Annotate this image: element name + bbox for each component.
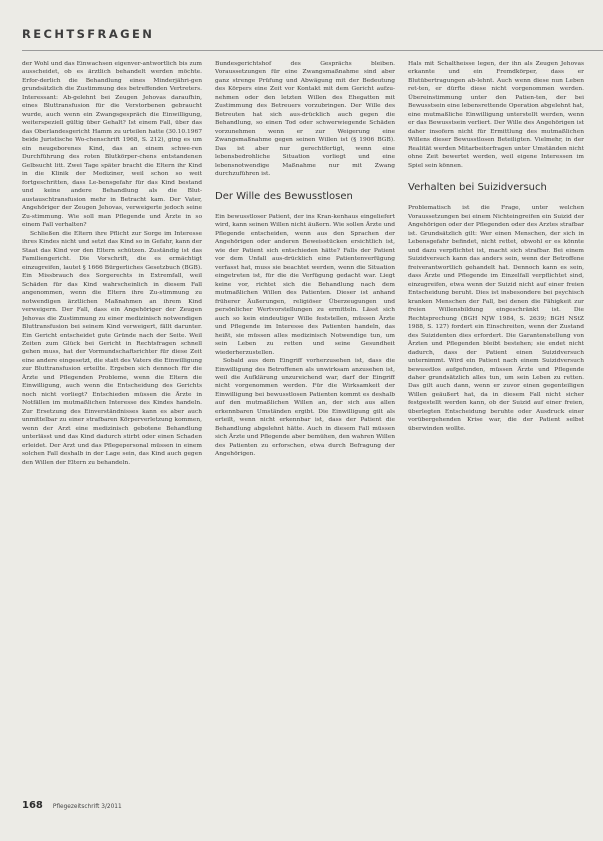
paragraph: Hals mit Schaltheisse legen, der ihn als Zeugen Jehovas erkannte und ein Fremdkörper, dass er Blutübertragungen ab-lehnt. Auch wenn diese nun Leben ret-ten, er dürfte diese nicht vorgenommen werden. Übereinstimmung unter den Patien-ten, der bei Bewusstsein eine lebensrettende Operation abgelehnt hat, eine mutmaßliche Einwilligung unterstellt werden, wenn er das Bewusstsein verliert. Der Wille des Angehörigen ist daher insofern nicht für Ermittlung des mutmaßlichen Willens dieser Bewusstlosen Beteiligten. Vielmehr, in der Realität werden Mitarbeiterfragen unter Umständen nicht ohne Zeit bewertet werden, weil eigene Interessen im Spiel sein können. bbox=[408, 61, 584, 169]
paragraph: Problematisch ist die Frage, unter welchen Voraussetzungen bei einem Nichteingreifen ein Suizid der Angehörigen oder der Pflegenden oder des Arztes strafbar ist. Grundsätzlich gilt: Wer einen Menschen, der sich in Lebensgefahr befindet, nicht rettet, obwohl er es könnte und dazu verpflichtet ist, macht sich strafbar. Bei einem Suizidversuch kann das anders sein, wenn der Betroffene freiverantwortlich gehandelt hat. Dennoch kann es sein, dass Ärzte und Pflegende im Einzelfall verpflichtet sind, einzugreifen, etwa wenn der Suizid nicht auf einer freien Entscheidung beruht. Dies ist insbesondere bei psychisch kranken Menschen der Fall, bei denen die Fähigkeit zur freien Willensbildung eingeschränkt ist. Die Rechtsprechung (BGH NJW 1984, S. 2639; BGH NStZ 1988, S. 127) fordert ein Einschreiten, wenn der Zustand des Suizidenten dies erfordert. Die Garantenstellung von Ärzten und Pflegenden bleibt bestehen; sie endet nicht dadurch, dass der Patient einen Suizidversuch unternimmt. Wird ein Patient nach einem Suizidversuch bewusstlos aufgefunden, müssen Ärzte und Pflegende daher grundsätzlich alles tun, um sein Leben zu retten. Das gilt auch dann, wenn er zuvor einen gegenteiligen Willen geäußert hat, da in diesem Fall nicht sicher festgestellt werden kann, ob der Suizid auf einer freien, überlegten Entscheidung beruhte oder Ausdruck einer vorübergehenden Krise war, die der Patient selbst überwinden wollte. bbox=[408, 205, 584, 432]
paragraph: der Wohl und das Einwachsen eigenver-antwortlich bis zum ausscheidet, ob es ärztlich behandelt werden möchte. Erfor-derlich die Behandlung eines Minderjähri-gen grundsätzlich die Zustimmung des betreffenden Vertreters. Interessant: Ab-gelehnt bei Zeugen Jehovas daraufhin, eines Bluttransfusion für die Verstorbenen gebraucht wurde, auch wenn ein Zwangsgespräch die Einwilligung, weiterspeziell gültig über Gehalt? Ist einem Fall, über das das Oberlandesgericht Hamm zu urteilen hatte (30.10.1967 beide Juristische Wo-chenschrift 1968, S. 212), ging es um ein neugeborenes Kind, das an einem schwe-ren Durchführung des roten Blutkörper-chens entstandenen Gelbsucht litt. Zwei Tage später bracht die Eltern ihr Kind in die Klinik der Mediziner, weil schon so weit fortgeschritten, dass Le-bensgefahr für das Kind bestand und keine andere Behandlung als die Blut-austauschtransfusion mehr in Betracht kam. Der Vater, Angehöriger der Zeugen Jehovas, verweigerte jedoch seine Zu-stimmung. Wie soll man Pflegende und Ärzte in so einem Fall verhalten? bbox=[22, 61, 202, 229]
paragraph: Sobald aus dem Eingriff vorherzusehen ist, dass die Einwilligung des Betroffenen als unwirksam anzusehen ist, weil die Aufklärung unzureichend war, darf der Eingriff nicht vorgenommen werden. Für die Wirksamkeit der Einwilligung bei bewusstlosen Patienten kommt es deshalb auf den mutmaßlichen Willen an, der sich aus allen erkennbaren Umständen ergibt. Die Einwilligung gilt als erteilt, wenn nicht erkennbar ist, dass der Patient die Behandlung abgelehnt hätte. Auch in diesem Fall müssen sich Ärzte und Pflegende aber bemühen, den wahren Willen des Patienten zu erforschen, etwa durch Befragung der Angehörigen. bbox=[215, 358, 395, 458]
page-header bbox=[22, 24, 603, 44]
paragraph: Ein bewusstloser Patient, der ins Kran-kenhaus eingeliefert wird, kann seinen Willen nicht äußern. Wie sollen Ärzte und Pflegende entscheiden, wenn aus den Sprachen der Angehörigen oder anderen Beweisstücken ersichtlich ist, wie der Patient sich entschieden hätte? Falls der Patient vor dem Unfall aus-drücklich eine Patientenverfügung verfasst hat, muss sie beachtet werden, wenn die Situation eingetreten ist, für die die Verfügung gedacht war. Liegt keine vor, richtet sich die Behandlung nach dem mutmaßlichen Willen des Patienten. Dieser ist anhand früherer Äußerungen, religiöser Überzeugungen und persönlicher Wertvorstellungen zu ermitteln. Lässt sich auch so kein eindeutiger Wille feststellen, müssen Ärzte und Pflegende im Interesse des Patienten handeln, das heißt, sie müssen alles medizinisch Notwendige tun, um sein Leben zu retten und seine Gesundheit wiederherzustellen. bbox=[215, 213, 395, 356]
page-footer bbox=[22, 800, 122, 811]
page-number: 168 bbox=[22, 800, 43, 811]
section-title: RECHTSFRAGEN bbox=[22, 27, 160, 41]
subheading-bewusstlose: Der Wille des Bewusstlosen bbox=[215, 190, 353, 202]
text-column-2 bbox=[215, 60, 395, 459]
journal-name: Pflegezeitschrift 3/2011 bbox=[52, 804, 122, 810]
text-column-3 bbox=[408, 60, 584, 433]
header-rule bbox=[22, 50, 603, 51]
text-column-1 bbox=[22, 60, 202, 467]
subheading-suizidversuch: Verhalten bei Suizidversuch bbox=[408, 182, 547, 194]
paragraph: Bundesgerichtshof des Gesprächs bleiben. Voraussetzungen für eine Zwangsmaßnahme sind aber ganz strenge Prüfung und Abwägung mit der Bedeutung des Körpers eine Zeit vor Kontakt mit dem Gericht aufzu-nehmen oder den letzten Willen des Ehegatten mit Zustimmung des Betreuers vorzubringen. Der Wille des Betreuten hat sich aus-drücklich auch gegen die Behandlung, so einen Tod oder schwerwiegende Schäden vorzunehmen wenn er zur Weigerung eine Zwangsmaßnahme gegen seinen Willen ist (§ 1906 BGB). Das ist aber nur gerechtfertigt, wenn eine lebensbedrohliche Situation vorliegt und eine lebensnotwendige Maßnahme nur mit Zwang durchzuführen ist. bbox=[215, 61, 395, 178]
paragraph: Schließen die Eltern ihre Pflicht zur Sorge im Interesse ihres Kindes nicht und setzt das Kind so in Gefahr, kann der Staat das Kind vor den Eltern schützen. Zuständig ist das Familiengericht. Die Vorschrift, die es ermächtigt einzugreifen, lautet § 1666 Bürgerliches Gesetzbuch (BGB). Ein Missbrauch des Sorgerechts in Extremfall, weil Schäden für das Kind wahrscheinlich in diesem Fall angenommen, wenn die Eltern ihre Zu-stimmung zu notwendigen ärztlichen Maßnahmen an ihrem Kind verweigern. Der Fall, dass ein Angehöriger der Zeugen Jehovas die Zustimmung zu einer medizinisch notwendigen Bluttransfusion bei seinem Kind verweigert, fällt darunter. Ein Gericht entscheidet gute Gründe nach der Seite. Weil Zeiten zum Glück bei Gericht in Rechtsfragen schnell gehen muss, hat der Vormundschaftsrichter für diese Zeit eine andere eingesetzt, die statt des Vaters die Einwilligung zur Bluttransfusion erteilte. Ergeben sich dennoch für die Ärzte und Pflegenden Probleme, wenn die Eltern die Einwilligung, auch wenn die Entscheidung des Gerichts noch nicht vorliegt? Entschieden müssen die Ärzte in Notfällen im mutmaßlichen Interesse des Kindes handeln. Zur Ersetzung des Einverständnisses kann es aber auch unmittelbar zu einer strafbaren Körperverletzung kommen, wenn der Arzt eine medizinisch gebotene Behandlung unterlässt und das Kind dadurch stirbt oder einen Schaden erleidet. Der Arzt und das Pflegepersonal müssen in einem solchen Fall deshalb in der Lage sein, das Kind auch gegen den Willen der Eltern zu behandeln. bbox=[22, 230, 202, 466]
